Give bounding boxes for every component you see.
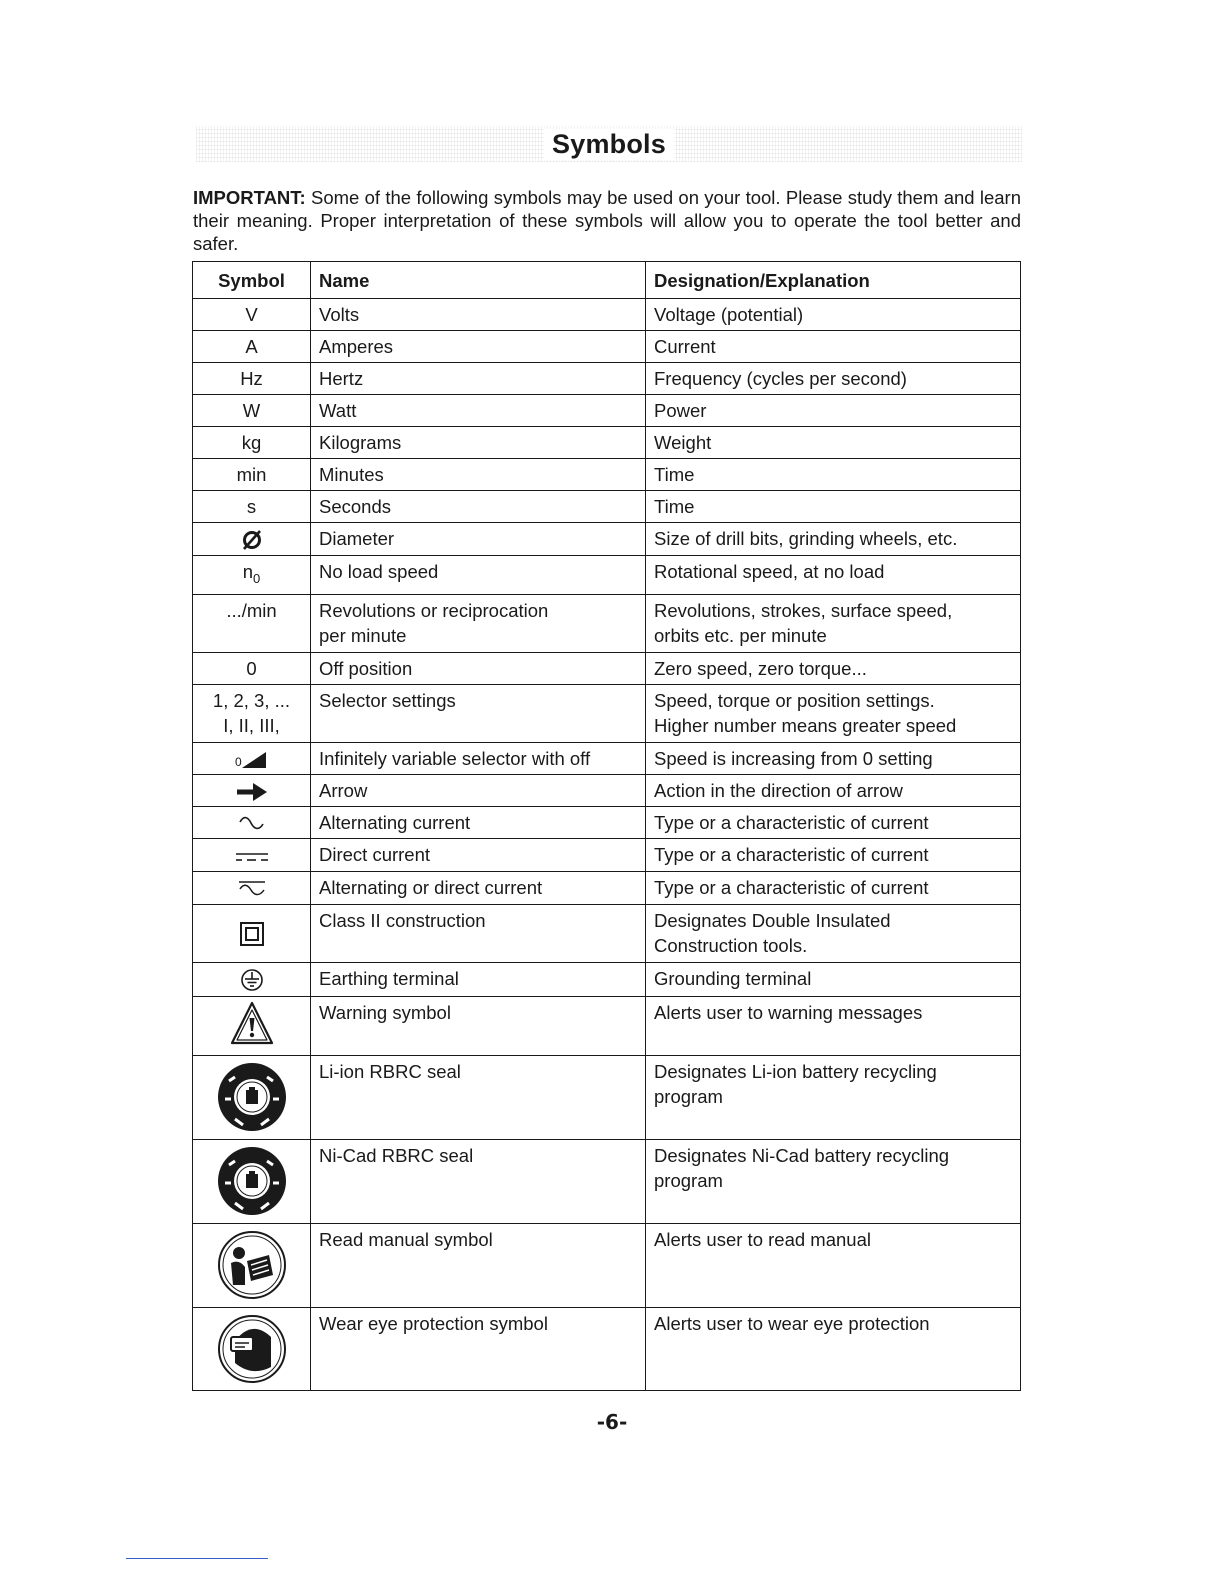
explanation-cell: Action in the direction of arrow [646, 775, 1021, 807]
name-cell: No load speed [311, 556, 646, 595]
name-cell: Arrow [311, 775, 646, 807]
table-row [193, 839, 1021, 871]
explanation-line-2: Construction tools. [654, 934, 808, 956]
symbol-cell [193, 1223, 311, 1307]
name-cell: Diameter [311, 523, 646, 556]
name-cell: Li-ion RBRC seal [311, 1055, 646, 1139]
name-line-1: Revolutions or reciprocation [319, 600, 549, 622]
explanation-line-2: Higher number means greater speed [654, 715, 957, 737]
symbol-line-1: 1, 2, 3, ... [212, 690, 291, 712]
symbol-cell [193, 871, 311, 904]
explanation-line-2: program [654, 1085, 723, 1107]
header-name: Name [311, 262, 646, 299]
explanation-cell: Frequency (cycles per second) [646, 363, 1021, 395]
explanation-cell [646, 685, 1021, 743]
eye-protection-icon [215, 1311, 289, 1387]
name-cell: Hertz [311, 363, 646, 395]
warning-triangle-icon [229, 1000, 275, 1046]
name-cell: Off position [311, 653, 646, 685]
table-row [193, 871, 1021, 904]
read-manual-icon [215, 1227, 289, 1303]
page-title: Symbols [544, 129, 674, 160]
table-row [193, 807, 1021, 839]
name-cell: Earthing terminal [311, 962, 646, 996]
explanation-cell [646, 1055, 1021, 1139]
table-row [193, 491, 1021, 523]
symbol-cell [193, 685, 311, 743]
explanation-cell: Zero speed, zero torque... [646, 653, 1021, 685]
explanation-cell: Current [646, 331, 1021, 363]
table-row [193, 685, 1021, 743]
explanation-cell [646, 595, 1021, 653]
symbol-cell: s [193, 491, 311, 523]
explanation-cell: Alerts user to read manual [646, 1223, 1021, 1307]
explanation-cell: Alerts user to wear eye protection [646, 1307, 1021, 1390]
name-cell: Direct current [311, 839, 646, 871]
explanation-cell: Size of drill bits, grinding wheels, etc. [646, 523, 1021, 556]
explanation-cell [646, 904, 1021, 962]
header-symbol: Symbol [193, 262, 311, 299]
name-cell: Kilograms [311, 427, 646, 459]
name-cell: Alternating or direct current [311, 871, 646, 904]
intro-text: Some of the following symbols may be used on your tool. Please study them and learn their meaning. Proper interpretation of these symbols will allow you to operate the tool better and safer. [193, 187, 1021, 254]
table-row [193, 962, 1021, 996]
symbol-cell: 0 [193, 653, 311, 685]
name-cell: Alternating current [311, 807, 646, 839]
symbol-cell [193, 743, 311, 775]
name-cell: Selector settings [311, 685, 646, 743]
name-cell: Infinitely variable selector with off [311, 743, 646, 775]
name-cell: Watt [311, 395, 646, 427]
explanation-cell: Rotational speed, at no load [646, 556, 1021, 595]
table-row [193, 1055, 1021, 1139]
symbol-cell: kg [193, 427, 311, 459]
explanation-cell: Type or a characteristic of current [646, 807, 1021, 839]
symbol-cell [193, 775, 311, 807]
footer-rule [126, 1558, 268, 1559]
symbol-main: n [242, 561, 254, 583]
name-cell [311, 595, 646, 653]
table-row [193, 1223, 1021, 1307]
arrow-icon [235, 781, 269, 803]
symbol-cell: Hz [193, 363, 311, 395]
ni-cad-rbrc-seal-icon [215, 1143, 289, 1219]
explanation-cell: Voltage (potential) [646, 299, 1021, 331]
intro-paragraph [193, 186, 1021, 255]
table-row [193, 331, 1021, 363]
explanation-line-1: Speed, torque or position settings. [654, 690, 935, 712]
symbols-table [192, 261, 1021, 1391]
explanation-cell: Speed is increasing from 0 setting [646, 743, 1021, 775]
explanation-line-1: Designates Ni-Cad battery recycling [654, 1144, 950, 1166]
table-row [193, 427, 1021, 459]
name-cell: Volts [311, 299, 646, 331]
explanation-cell: Alerts user to warning messages [646, 996, 1021, 1055]
name-cell: Amperes [311, 331, 646, 363]
intro-lead: IMPORTANT: [193, 187, 306, 208]
table-row [193, 459, 1021, 491]
symbol-cell [193, 1139, 311, 1223]
table-header-row [193, 262, 1021, 299]
symbol-cell [193, 962, 311, 996]
table-row [193, 653, 1021, 685]
table-row [193, 904, 1021, 962]
name-cell: Class II construction [311, 904, 646, 962]
class-ii-icon [239, 921, 265, 947]
table-row [193, 1307, 1021, 1390]
symbol-cell [193, 839, 311, 871]
table-row [193, 363, 1021, 395]
table-row [193, 1139, 1021, 1223]
header-explanation: Designation/Explanation [646, 262, 1021, 299]
explanation-cell: Power [646, 395, 1021, 427]
symbol-cell [193, 1055, 311, 1139]
explanation-cell: Type or a characteristic of current [646, 839, 1021, 871]
symbol-line-2: I, II, III, [223, 715, 280, 737]
symbol-cell: V [193, 299, 311, 331]
name-cell: Read manual symbol [311, 1223, 646, 1307]
explanation-line-1: Designates Double Insulated [654, 909, 891, 931]
explanation-line-1: Designates Li-ion battery recycling [654, 1060, 937, 1082]
explanation-line-2: program [654, 1169, 723, 1191]
name-cell: Warning symbol [311, 996, 646, 1055]
title-band [196, 126, 1022, 162]
li-ion-rbrc-seal-icon [215, 1059, 289, 1135]
table-row [193, 523, 1021, 556]
variable-selector-zero: 0 [234, 755, 242, 770]
name-cell: Wear eye protection symbol [311, 1307, 646, 1390]
explanation-cell: Type or a characteristic of current [646, 871, 1021, 904]
table-row [193, 556, 1021, 595]
symbol-cell: .../min [193, 595, 311, 653]
explanation-line-2: orbits etc. per minute [654, 625, 827, 647]
explanation-cell: Time [646, 491, 1021, 523]
name-cell: Ni-Cad RBRC seal [311, 1139, 646, 1223]
explanation-line-1: Revolutions, strokes, surface speed, [654, 600, 953, 622]
table-row [193, 743, 1021, 775]
symbol-subscript: 0 [253, 571, 261, 587]
symbol-cell [193, 807, 311, 839]
table-row [193, 775, 1021, 807]
table-row [193, 595, 1021, 653]
symbol-cell: min [193, 459, 311, 491]
alternating-current-icon [237, 813, 267, 835]
symbol-cell [193, 523, 311, 556]
symbol-cell: A [193, 331, 311, 363]
explanation-cell: Weight [646, 427, 1021, 459]
direct-current-icon [234, 846, 270, 868]
name-cell: Minutes [311, 459, 646, 491]
explanation-cell [646, 1139, 1021, 1223]
page-number: -6- [596, 1410, 628, 1434]
explanation-cell: Time [646, 459, 1021, 491]
symbol-cell [193, 1307, 311, 1390]
table-row [193, 395, 1021, 427]
table-row [193, 299, 1021, 331]
variable-selector-icon [234, 749, 270, 771]
symbol-cell: W [193, 395, 311, 427]
diameter-icon [240, 528, 264, 552]
name-line-2: per minute [319, 625, 407, 647]
earthing-terminal-icon [239, 967, 265, 993]
symbol-cell [193, 996, 311, 1055]
table-row [193, 996, 1021, 1055]
name-cell: Seconds [311, 491, 646, 523]
symbol-cell [193, 904, 311, 962]
explanation-cell: Grounding terminal [646, 962, 1021, 996]
ac-dc-icon [236, 877, 268, 901]
symbol-cell [193, 556, 311, 595]
